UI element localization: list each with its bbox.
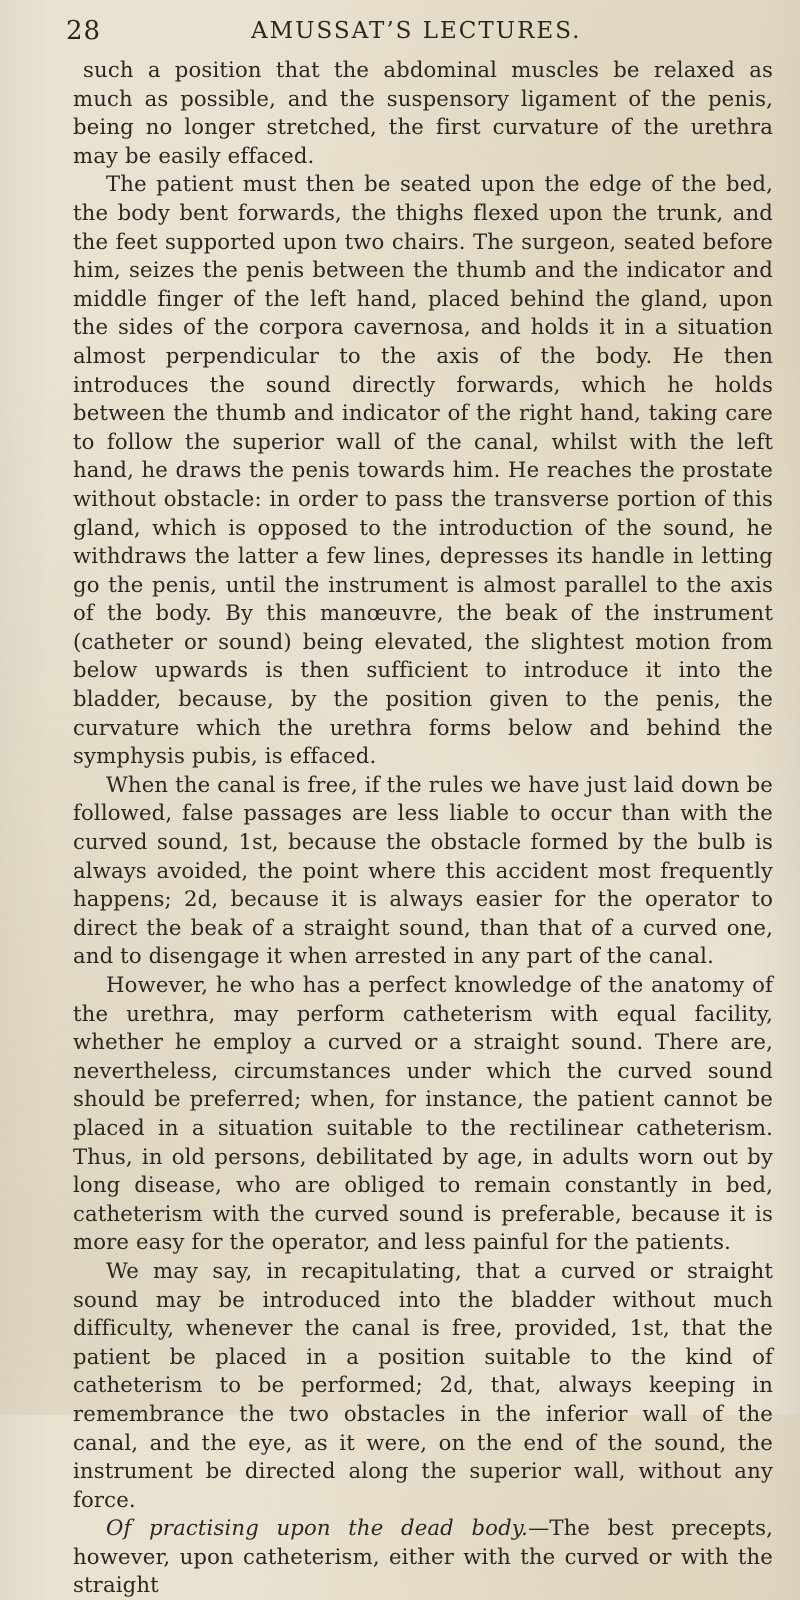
paragraph-dead-body: [73, 1514, 773, 1600]
body-text: [73, 56, 773, 1600]
running-title: AMUSSAT’S LECTURES.: [251, 18, 582, 44]
page-header: [66, 10, 686, 50]
section-text: —The best precepts, however, upon catheterism, either with the curved or with the straight: [73, 1515, 773, 1598]
paragraph-continuation: such a position that the abdominal muscles be relaxed as much as possible, and the suspensory ligament of the penis, being no longer stretched, the first curvature of the urethra may be easily effaced.: [73, 57, 773, 168]
page-number: 28: [66, 16, 102, 46]
section-heading-italic: Of practising upon the dead body.: [106, 1515, 528, 1541]
paragraph-false-passages: When the canal is free, if the rules we have just laid down be followed, false passages are less liable to occur than with the curved sound, 1st, because the obstacle formed by the bulb is always avoided, the point where this accident most frequently happens; 2d, because it is always easier for the operator to direct the beak of a straight sound, than that of a curved one, and to disengage it when arrested in any part of the canal.: [73, 771, 773, 969]
paragraph-recapitulation: We may say, in recapitulating, that a curved or straight sound may be introduced into the bladder without much difficulty, whenever the canal is free, provided, 1st, that the patient be placed in a position suitable to the kind of catheterism to be performed; 2d, that, always keeping in remembrance the two obstacles in the inferior wall of the canal, and the eye, as it were, on the end of the sound, the instrument be directed along the superior wall, without any force.: [73, 1257, 773, 1512]
paragraph-curved-sound: However, he who has a perfect knowledge of the anatomy of the urethra, may perform catheterism with equal facility, whether he employ a curved or a straight sound. There are, nevertheless, circumstances under which the curved sound should be preferred; when, for instance, the patient cannot be placed in a situation suitable to the rectilinear catheterism. Thus, in old persons, debilitated by age, in adults worn out by long disease, who are obliged to remain constantly in bed, catheterism with the curved sound is preferable, because it is more easy for the operator, and less painful for the patients.: [73, 972, 773, 1255]
paragraph-patient-position: The patient must then be seated upon the edge of the bed, the body bent forwards, the thighs flexed upon the trunk, and the feet supported upon two chairs. The surgeon, seated before him, seizes the penis between the thumb and the indicator and middle finger of the left hand, placed behind the gland, upon the sides of the corpora cavernosa, and holds it in a situation almost perpendicular to the axis of the body. He then introduces the sound directly forwards, which he holds between the thumb and indicator of the right hand, taking care to follow the superior wall of the canal, whilst with the left hand, he draws the penis towards him. He reaches the prostate without obstacle: in order to pass the transverse portion of this gland, which is opposed to the introduction of the sound, he withdraws the latter a few lines, depresses its handle in letting go the penis, until the instrument is almost parallel to the axis of the body. By this manœuvre, the beak of the instrument (catheter or sound) being elevated, the slightest motion from below upwards is then sufficient to introduce it into the bladder, because, by the position given to the penis, the curvature which the urethra forms below and behind the symphysis pubis, is effaced.: [73, 171, 773, 769]
